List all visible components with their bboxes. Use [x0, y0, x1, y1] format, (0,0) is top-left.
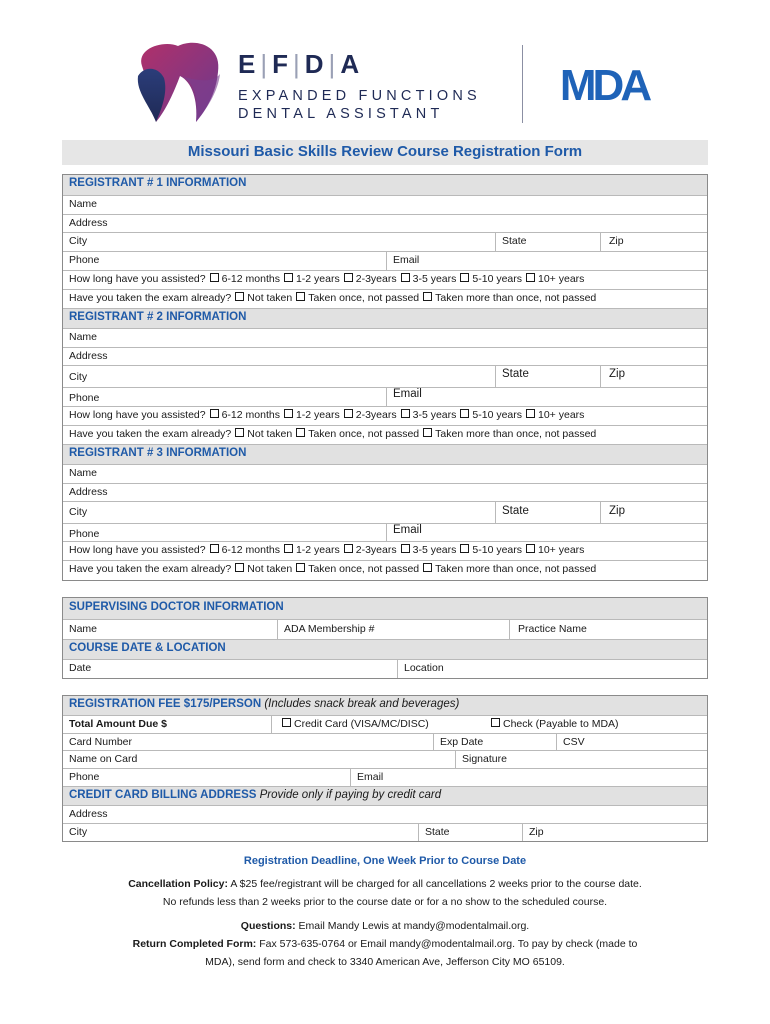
checkbox[interactable]: [344, 409, 353, 418]
option-label: 3-5 years: [412, 273, 457, 285]
billing-city-row: [63, 823, 707, 841]
course-heading-row: [63, 639, 707, 659]
registrant-1-exam-question: Have you taken the exam already?: [69, 292, 232, 304]
questions-line: [62, 920, 708, 932]
checkbox[interactable]: [401, 544, 410, 553]
registrant-2-zip-label: Zip: [609, 368, 625, 380]
registrant-3-city-field[interactable]: [63, 502, 495, 523]
checkbox[interactable]: [296, 428, 305, 437]
payment-email-field[interactable]: [350, 769, 708, 786]
option-label: 2-3years: [355, 273, 397, 285]
registrant-2-exam-row: [63, 425, 707, 444]
fee-total-row: [63, 715, 707, 733]
efda-letter-f: F: [272, 49, 290, 79]
cancellation-policy-line1: [62, 878, 708, 890]
registrant-3-address-field[interactable]: [63, 483, 707, 501]
fee-heading-cell: [63, 696, 459, 715]
registrant-1-heading: REGISTRANT # 1 INFORMATION: [69, 177, 247, 189]
registrant-3-exam-question: Have you taken the exam already?: [69, 563, 232, 575]
registrant-3-heading-row: [63, 444, 707, 464]
checkbox[interactable]: [460, 273, 469, 282]
checkbox[interactable]: [491, 718, 500, 727]
registrant-2-assisted-row: [63, 406, 707, 425]
registration-deadline: Registration Deadline, One Week Prior to Course Date: [243, 855, 527, 867]
name-on-card-field[interactable]: [63, 751, 455, 768]
credit-card-option[interactable]: [271, 716, 481, 733]
fee-heading-note: (Includes snack break and beverages): [264, 698, 460, 710]
checkbox[interactable]: [526, 409, 535, 418]
registrant-3-exam-row: [63, 560, 707, 580]
fee-heading-row: [63, 696, 707, 715]
option-label: 10+ years: [538, 544, 585, 556]
doctor-name-field[interactable]: [63, 620, 277, 639]
registrant-3-name-label: Name: [69, 467, 98, 479]
option-label: 2-3years: [355, 409, 397, 421]
option-label: 6-12 months: [221, 273, 280, 285]
course-heading: COURSE DATE & LOCATION: [69, 642, 226, 654]
option-label: Taken once, not passed: [308, 563, 420, 575]
course-location-label: Location: [404, 662, 444, 674]
registrant-1-assisted-row: [63, 270, 707, 289]
practice-name-field[interactable]: [509, 620, 708, 639]
registrant-3-assisted-row: [63, 541, 707, 560]
registrant-2-zip-field[interactable]: [600, 366, 708, 387]
checkbox[interactable]: [344, 544, 353, 553]
registrant-1-state-label: State: [502, 235, 527, 247]
return-form-line1: [62, 938, 708, 950]
billing-state-field[interactable]: [418, 824, 522, 841]
checkbox[interactable]: [423, 292, 432, 301]
registrant-3-zip-field[interactable]: [600, 502, 708, 523]
total-amount-label: Total Amount Due $: [69, 718, 167, 730]
option-label: 3-5 years: [412, 409, 457, 421]
form-title: Missouri Basic Skills Review Course Registration Form: [187, 143, 583, 160]
billing-heading-cell: [63, 787, 441, 805]
registrant-2-state-label: State: [502, 368, 529, 380]
cancellation-policy-label: Cancellation Policy:: [128, 878, 228, 890]
checkbox[interactable]: [210, 544, 219, 553]
checkbox[interactable]: [284, 544, 293, 553]
cancellation-policy-line2: No refunds less than 2 weeks prior to the course date or for a no show to the scheduled course.: [162, 896, 608, 908]
course-row: [63, 659, 707, 678]
efda-subtitle-line2: DENTAL ASSISTANT: [238, 106, 444, 122]
registrant-1-heading-row: [63, 175, 707, 195]
checkbox[interactable]: [210, 273, 219, 282]
registrant-3-email-field[interactable]: [386, 524, 708, 541]
mda-logo-text: MDA: [559, 62, 649, 104]
registrant-1-email-field[interactable]: [386, 252, 708, 270]
registrant-3-city-row: [63, 501, 707, 523]
registrant-2-exam-question: Have you taken the exam already?: [69, 428, 232, 440]
option-label: 2-3years: [355, 544, 397, 556]
efda-tooth-logo: [134, 36, 224, 124]
registrant-2-name-field[interactable]: [63, 328, 707, 347]
course-location-field[interactable]: [397, 660, 708, 678]
check-label: Check (Payable to MDA): [503, 718, 619, 730]
return-form-line2: MDA), send form and check to 3340 American Ave, Jefferson City MO 65109.: [205, 956, 565, 968]
name-on-card-label: Name on Card: [69, 753, 138, 765]
efda-subtitle-line1: EXPANDED FUNCTIONS: [238, 88, 481, 104]
header: [0, 0, 770, 135]
checkbox[interactable]: [344, 273, 353, 282]
registrant-1-email-label: Email: [393, 254, 420, 266]
option-label: 5-10 years: [472, 273, 522, 285]
registrant-1-phone-field[interactable]: [63, 252, 386, 270]
option-label: 6-12 months: [221, 544, 280, 556]
registrant-3-assisted-question: How long have you assisted?: [69, 544, 206, 556]
registrant-3-email-label: Email: [393, 524, 422, 536]
registrant-2-city-row: [63, 365, 707, 387]
registrant-1-name-field[interactable]: [63, 195, 707, 214]
registrant-3-heading: REGISTRANT # 3 INFORMATION: [69, 447, 247, 459]
billing-address-label: Address: [69, 808, 108, 820]
card-number-label: Card Number: [69, 736, 133, 748]
registrant-1-address-label: Address: [69, 217, 108, 229]
name-on-card-row: [63, 750, 707, 768]
billing-zip-field[interactable]: [522, 824, 708, 841]
form-title-bar: [62, 140, 708, 165]
payment-email-label: Email: [357, 771, 384, 783]
registrant-2-heading-row: [63, 308, 707, 328]
efda-letter-a: A: [340, 49, 362, 79]
card-number-row: [63, 733, 707, 750]
checkbox[interactable]: [401, 409, 410, 418]
option-label: Taken once, not passed: [308, 292, 420, 304]
total-amount-field[interactable]: [63, 716, 271, 733]
course-date-label: Date: [69, 662, 92, 674]
efda-letter-d: D: [304, 49, 326, 79]
option-label: 1-2 years: [295, 544, 340, 556]
option-label: 6-12 months: [221, 409, 280, 421]
return-form-text: Fax 573-635-0764 or Email mandy@modentalmail.org. To pay by check (made to: [259, 938, 638, 950]
option-label: 1-2 years: [295, 409, 340, 421]
checkbox[interactable]: [210, 409, 219, 418]
registrant-3-phone-label: Phone: [69, 528, 100, 540]
registrant-3-state-label: State: [502, 505, 529, 517]
checkbox[interactable]: [296, 292, 305, 301]
registrant-1-city-field[interactable]: [63, 233, 495, 251]
questions-text: Email Mandy Lewis at mandy@modentalmail.org.: [298, 920, 530, 932]
registrant-3-name-field[interactable]: [63, 464, 707, 483]
registrant-2-state-field[interactable]: [495, 366, 600, 387]
doctor-heading-row: [63, 598, 707, 619]
checkbox[interactable]: [460, 544, 469, 553]
payment-phone-row: [63, 768, 707, 786]
checkbox[interactable]: [526, 273, 535, 282]
option-label: 1-2 years: [295, 273, 340, 285]
option-label: Taken once, not passed: [308, 428, 420, 440]
checkbox[interactable]: [460, 409, 469, 418]
billing-address-field[interactable]: [63, 805, 707, 823]
mda-logo: [556, 62, 652, 104]
option-label: 3-5 years: [412, 544, 457, 556]
signature-field[interactable]: [455, 751, 708, 768]
billing-heading-note: Provide only if paying by credit card: [259, 789, 442, 801]
questions-label: Questions:: [240, 920, 296, 932]
registrant-3-phone-row: [63, 523, 707, 541]
registrant-3-city-label: City: [69, 506, 88, 518]
registrant-2-address-field[interactable]: [63, 347, 707, 365]
billing-city-label: City: [69, 826, 88, 838]
doctor-heading: SUPERVISING DOCTOR INFORMATION: [69, 601, 284, 613]
option-label: 5-10 years: [472, 409, 522, 421]
option-label: Not taken: [247, 292, 293, 304]
csv-label: CSV: [563, 736, 585, 748]
registrant-2-phone-row: [63, 387, 707, 406]
option-label: Not taken: [247, 428, 293, 440]
registrant-1-city-label: City: [69, 235, 88, 247]
registrant-2-email-label: Email: [393, 388, 422, 400]
checkbox[interactable]: [423, 428, 432, 437]
ada-membership-field[interactable]: [277, 620, 509, 639]
checkbox[interactable]: [296, 563, 305, 572]
registrants-table: [62, 174, 708, 581]
credit-card-label: Credit Card (VISA/MC/DISC): [294, 718, 429, 730]
registrant-1-city-row: [63, 232, 707, 251]
fee-heading: REGISTRATION FEE $175/PERSON: [69, 698, 262, 710]
return-form-label: Return Completed Form:: [132, 938, 257, 950]
header-divider: [522, 45, 523, 123]
billing-state-label: State: [425, 826, 450, 838]
signature-label: Signature: [462, 753, 507, 765]
option-label: Not taken: [247, 563, 293, 575]
option-label: Taken more than once, not passed: [435, 428, 597, 440]
registrant-3-state-field[interactable]: [495, 502, 600, 523]
efda-letter-e: E: [238, 49, 258, 79]
registrant-2-address-label: Address: [69, 350, 108, 362]
practice-name-label: Practice Name: [518, 623, 587, 635]
option-label: Taken more than once, not passed: [435, 292, 597, 304]
checkbox[interactable]: [235, 563, 244, 572]
cancellation-policy-text: A $25 fee/registrant will be charged for all cancellations 2 weeks prior to the course date.: [230, 878, 642, 890]
billing-heading-row: [63, 786, 707, 805]
registrant-1-address-field[interactable]: [63, 214, 707, 232]
registrant-2-name-label: Name: [69, 331, 98, 343]
payment-phone-field[interactable]: [63, 769, 350, 786]
checkbox[interactable]: [526, 544, 535, 553]
payment-phone-label: Phone: [69, 771, 100, 783]
registrant-1-name-label: Name: [69, 198, 98, 210]
checkbox[interactable]: [235, 428, 244, 437]
billing-zip-label: Zip: [529, 826, 544, 838]
check-option[interactable]: [481, 716, 708, 733]
checkbox[interactable]: [282, 718, 291, 727]
doctor-row: [63, 619, 707, 639]
checkbox[interactable]: [423, 563, 432, 572]
course-date-field[interactable]: [63, 660, 397, 678]
csv-field[interactable]: [556, 734, 708, 750]
doctor-name-label: Name: [69, 623, 98, 635]
registrant-1-phone-label: Phone: [69, 254, 100, 266]
exp-date-label: Exp Date: [440, 736, 484, 748]
registrant-2-phone-field[interactable]: [63, 388, 386, 406]
payment-table: [62, 695, 708, 842]
option-label: Taken more than once, not passed: [435, 563, 597, 575]
registrant-1-zip-field[interactable]: [600, 233, 708, 251]
registrant-3-zip-label: Zip: [609, 505, 625, 517]
registrant-2-phone-label: Phone: [69, 392, 100, 404]
registrant-2-assisted-question: How long have you assisted?: [69, 409, 206, 421]
registrant-1-assisted-question: How long have you assisted?: [69, 273, 206, 285]
registrant-1-phone-row: [63, 251, 707, 270]
option-label: 10+ years: [538, 273, 585, 285]
registrant-3-address-label: Address: [69, 486, 108, 498]
registrant-1-zip-label: Zip: [609, 235, 624, 247]
checkbox[interactable]: [284, 409, 293, 418]
option-label: 5-10 years: [472, 544, 522, 556]
exp-date-field[interactable]: [433, 734, 556, 750]
doctor-course-table: [62, 597, 708, 679]
ada-membership-label: ADA Membership #: [284, 623, 375, 635]
option-label: 10+ years: [538, 409, 585, 421]
registrant-3-phone-field[interactable]: [63, 524, 386, 541]
efda-wordmark: E | F | D | A: [238, 49, 362, 79]
checkbox[interactable]: [401, 273, 410, 282]
checkbox[interactable]: [284, 273, 293, 282]
registrant-2-email-field[interactable]: [386, 388, 708, 406]
registrant-1-state-field[interactable]: [495, 233, 600, 251]
registrant-2-city-field[interactable]: [63, 366, 495, 387]
billing-city-field[interactable]: [63, 824, 418, 841]
card-number-field[interactable]: [63, 734, 433, 750]
checkbox[interactable]: [235, 292, 244, 301]
registrant-1-exam-row: [63, 289, 707, 308]
registrant-2-city-label: City: [69, 371, 88, 383]
billing-heading: CREDIT CARD BILLING ADDRESS: [69, 789, 257, 801]
registrant-2-heading: REGISTRANT # 2 INFORMATION: [69, 311, 247, 323]
